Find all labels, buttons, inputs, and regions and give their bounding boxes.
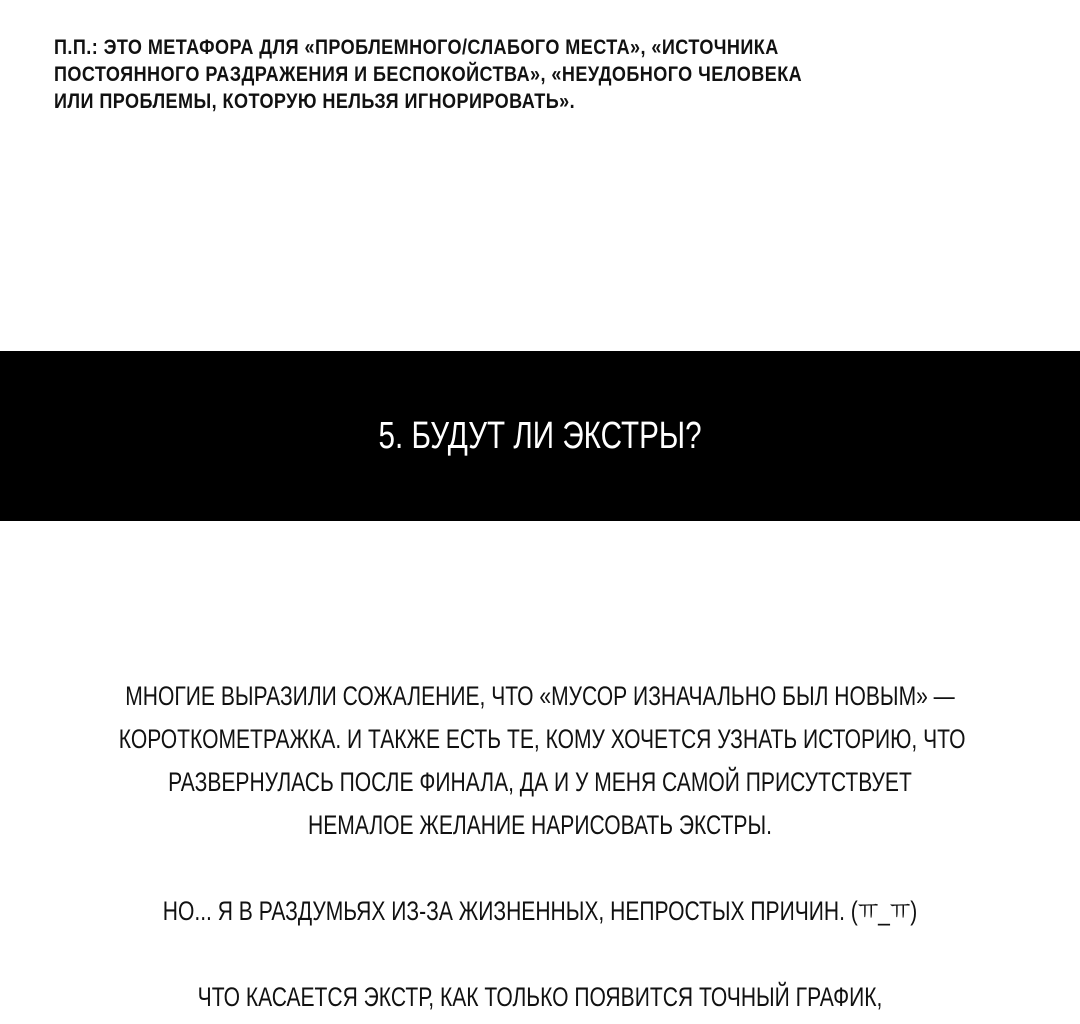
paragraph-gap: [0, 933, 1080, 976]
body-text: [0, 675, 1080, 1019]
section-banner: [0, 351, 1080, 521]
paragraph-gap: [0, 847, 1080, 890]
translator-note-line-3: ИЛИ ПРОБЛЕМЫ, КОТОРУЮ НЕЛЬЗЯ ИГНОРИРОВАТЬ».: [54, 90, 576, 113]
translator-note-line-2: ПОСТОЯННОГО РАЗДРАЖЕНИЯ И БЕСПОКОЙСТВА», «НЕУДОБНОГО ЧЕЛОВЕКА: [54, 63, 803, 86]
section-title: 5. БУДУТ ЛИ ЭКСТРЫ?: [378, 414, 702, 457]
paragraph-1-line-4: НЕМАЛОЕ ЖЕЛАНИЕ НАРИСОВАТЬ ЭКСТРЫ.: [308, 810, 772, 840]
translator-note: [54, 34, 803, 115]
paragraph-1-line-3: РАЗВЕРНУЛАСЬ ПОСЛЕ ФИНАЛА, ДА И У МЕНЯ САМОЙ ПРИСУТСТВУЕТ: [168, 767, 912, 797]
paragraph-1-line-2: КОРОТКОМЕТРАЖКА. И ТАКЖЕ ЕСТЬ ТЕ, КОМУ ХОЧЕТСЯ УЗНАТЬ ИСТОРИЮ, ЧТО: [118, 724, 966, 754]
paragraph-3: ЧТО КАСАЕТСЯ ЭКСТР, КАК ТОЛЬКО ПОЯВИТСЯ ТОЧНЫЙ ГРАФИК,: [197, 982, 883, 1012]
paragraph-1-line-1: МНОГИЕ ВЫРАЗИЛИ СОЖАЛЕНИЕ, ЧТО «МУСОР ИЗНАЧАЛЬНО БЫЛ НОВЫМ» —: [125, 681, 955, 711]
translator-note-line-1: П.П.: ЭТО МЕТАФОРА ДЛЯ «ПРОБЛЕМНОГО/СЛАБОГО МЕСТА», «ИСТОЧНИКА: [54, 36, 779, 59]
paragraph-2: НО... Я В РАЗДУМЬЯХ ИЗ-ЗА ЖИЗНЕННЫХ, НЕПРОСТЫХ ПРИЧИН. (ㅠ_ㅠ): [162, 896, 918, 926]
